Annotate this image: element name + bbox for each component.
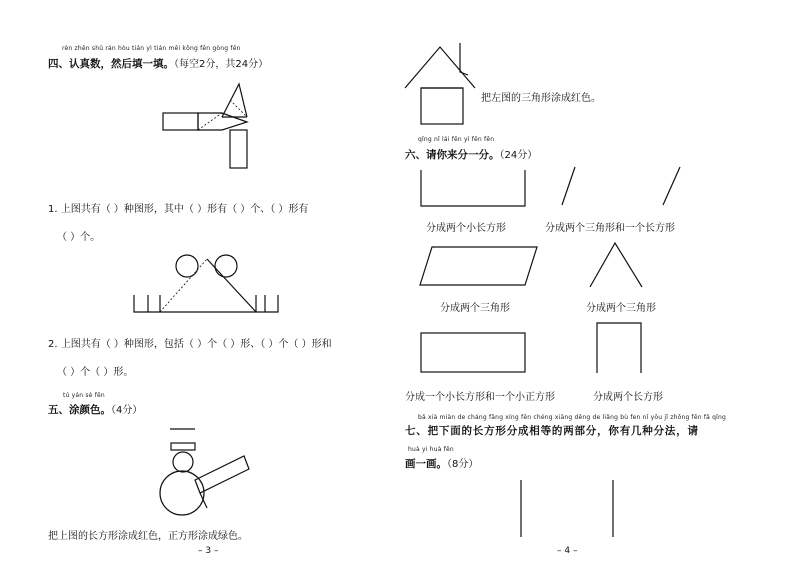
section5-pinyin: tú yán sè fēn <box>63 392 105 399</box>
section5-instruction: 把上图的长方形涂成红色，正方形涂成绿色。 <box>48 531 248 542</box>
caption-5: 分成一个小长方形和一个小正方形 <box>405 392 555 403</box>
q2-line2: （ ）个（ ）形。 <box>57 367 134 378</box>
caption-3: 分成两个三角形 <box>440 303 510 314</box>
section4-pinyin: rèn zhēn shǔ rán hòu tián yì tián měi kōng fēn gòng fēn <box>62 45 241 52</box>
section7-points: （8分） <box>447 459 479 470</box>
section7-pinyin-2: huà yi huà fēn <box>408 446 454 453</box>
section4-title: 四、认真数，然后填一填。 <box>48 58 174 70</box>
section4-points: （每空2分，共24分） <box>174 59 269 70</box>
house-instruction: 把左图的三角形涂成红色。 <box>481 93 601 104</box>
q1-line1: 1. 上图共有（ ）种图形，其中（ ）形有（ ）个、（ ）形有 <box>48 204 309 215</box>
section7-title-2: 画一画。 <box>405 458 447 470</box>
caption-6: 分成两个长方形 <box>593 392 663 403</box>
section5-points: （4分） <box>111 405 143 416</box>
section6-title: 六、请你来分一分。 <box>405 149 500 161</box>
q2-line1: 2. 上图共有（ ）种图形，包括（ ）个（ ）形、（ ）个（ ）形和 <box>48 339 332 350</box>
section6-points: （24分） <box>499 150 538 161</box>
section5-title: 五、涂颜色。 <box>48 404 111 416</box>
caption-2: 分成两个三角形和一个长方形 <box>545 223 675 234</box>
caption-1: 分成两个小长方形 <box>426 223 506 234</box>
section7-pinyin: bǎ xià miàn de cháng fāng xíng fēn chéng xiāng děng de liǎng bù fen nǐ yǒu jǐ zhǒng fēn fǎ qǐng <box>418 414 727 421</box>
page-number-left: – 3 – <box>198 546 219 556</box>
caption-4: 分成两个三角形 <box>586 303 656 314</box>
q1-line2: （ ）个。 <box>57 232 101 243</box>
page-number-right: – 4 – <box>557 546 578 556</box>
section6-pinyin: qǐng nǐ lái fēn yì fēn fēn <box>418 136 495 143</box>
section7-heading: 七、把下面的长方形分成相等的两部分，你有几种分法，请 <box>405 425 699 437</box>
